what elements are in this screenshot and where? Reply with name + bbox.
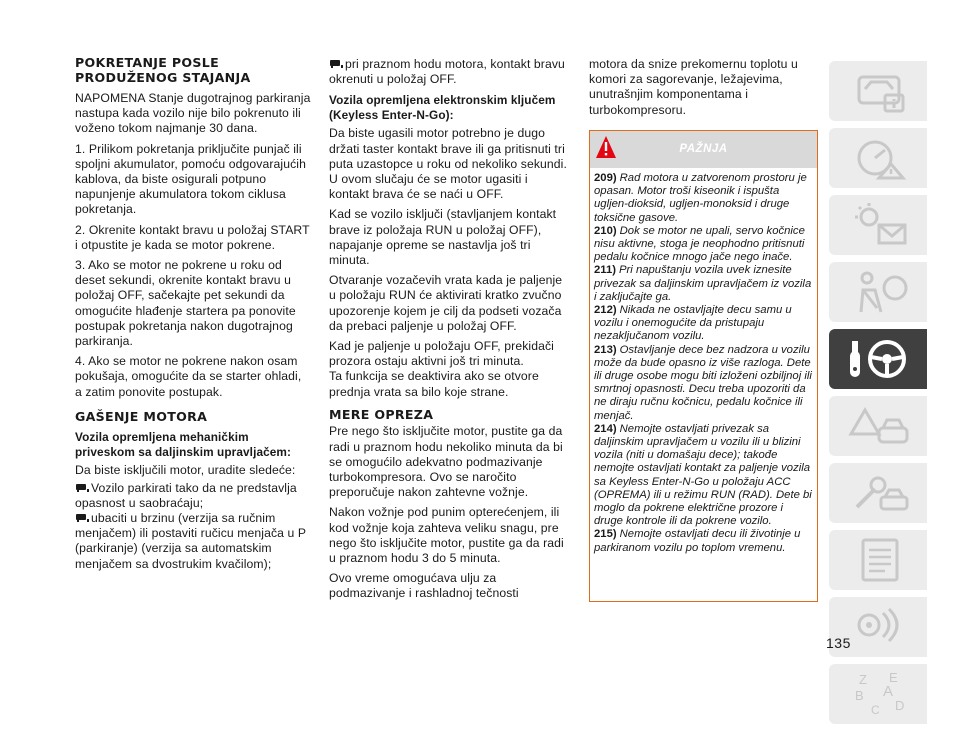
section-title-engine-off: GAŠENJE MOTORA <box>75 408 208 424</box>
index-letter: D <box>895 698 905 713</box>
chapter-tab[interactable] <box>829 195 927 255</box>
multimedia-icon <box>842 603 914 651</box>
warning-item-text: Pri napuštanju vozila uvek iznesite privezak sa daljinskim upravljačem iz vozila i zaključajte ga. <box>594 264 812 303</box>
warning-item-number: 212) <box>594 304 617 317</box>
bullet-item: Vozilo parkirati tako da ne predstavlja opasnost u saobraćaju; <box>75 480 297 510</box>
page-number: 135 <box>826 635 851 651</box>
chapter-tab[interactable] <box>829 530 927 590</box>
warning-item-number: 211) <box>594 264 616 277</box>
index-letter: A <box>883 683 894 700</box>
chapter-tab[interactable] <box>829 262 927 322</box>
car-bullet-icon <box>75 483 88 493</box>
lights-envelope-icon <box>842 201 914 249</box>
car-info-icon <box>842 67 914 115</box>
section-title-precautions: MERE OPREZA <box>329 406 434 422</box>
index-letter: C <box>871 703 880 717</box>
alphabetical-index-icon <box>842 670 914 718</box>
warning-item <box>594 423 812 529</box>
chapter-tabs <box>829 61 927 731</box>
warning-item-text: Rad motora u zatvorenom prostoru je opasan. Motor troši kiseonik i ispušta ugljen-dioksid, ugljen-monoksid i druge toksične gasove. <box>594 172 807 224</box>
step-2: 2. Okrenite kontakt bravu u položaj START i otpustite je kada se motor pokrene. <box>75 222 310 252</box>
index-letter: Z <box>859 672 867 687</box>
warning-item <box>594 225 812 265</box>
chapter-tab[interactable] <box>829 396 927 456</box>
warning-item <box>594 264 812 304</box>
chapter-tab[interactable] <box>829 463 927 523</box>
warning-item-text: Nemojte ostavljati decu ili životinje u parkiranom vozilu po toplom vremenu. <box>594 528 801 554</box>
column-2 <box>329 57 567 607</box>
key-steering-wheel-icon <box>842 335 914 383</box>
paragraph: Ta funkcija se deaktivira ako se otvore prednja vrata sa bilo koje strane. <box>329 369 539 399</box>
chapter-tab[interactable] <box>829 61 927 121</box>
warning-item <box>594 304 812 344</box>
warning-item-text: Nikada ne ostavljajte decu samu u vozilu i onemogućite da pristupaju nezaključanom vozilu. <box>594 304 792 343</box>
warning-item-number: 213) <box>594 343 617 356</box>
paragraph: Kad je paljenje u položaju OFF, prekidači prozora ostaju aktivni još tri minuta. <box>329 339 554 369</box>
step-1: 1. Prilikom pokretanja priključite punjač ili spoljni akumulator, pomoću odgovarajućih kablova, da biste osigurali potpuno napunjenje akumulatora tokom ciklusa pokretanja. <box>75 141 306 217</box>
chapter-tab[interactable] <box>829 329 927 389</box>
dashboard-warning-icon <box>842 134 914 182</box>
warning-item-text: Dok se motor ne upali, servo kočnice nisu aktivne, stoga je neophodno pritisnuti pedalu kočnice mnogo jače nego inače. <box>594 224 805 264</box>
paragraph: Otvaranje vozačevih vrata kada je paljenje u položaju RUN će aktivirati kratko zvučno upozorenje kojem je cilj da podseti vozača da prebaci paljenje u položaj OFF. <box>329 273 563 333</box>
car-bullet-icon <box>75 513 88 523</box>
hazard-car-icon <box>842 402 914 450</box>
warning-body <box>590 168 817 555</box>
warning-box <box>589 130 818 602</box>
index-letter: E <box>889 670 898 685</box>
warning-item-text: Ostavljanje dece bez nadzora u vozilu može da bude opasno iz više razloga. Dete ili druge osobe mogu biti izloženi ozbiljnoj ili smrtnoj opasnosti. Decu treba upozoriti da ne diraju ručnu kočnicu, pedalu kočnice ili menjač. <box>594 343 812 422</box>
warning-item-number: 215) <box>594 528 617 541</box>
wrench-car-icon <box>842 469 914 517</box>
warning-item <box>594 528 812 554</box>
paragraph: Da biste ugasili motor potrebno je dugo držati taster kontakt brave ili ga pritisnuti tri puta uzastopce u roku od nekoliko sekundi. U ovom slučaju će se motor ugasiti i kontakt brava će se naći u OFF. <box>329 126 567 202</box>
column-1 <box>75 56 311 572</box>
chapter-tab[interactable] <box>829 664 927 724</box>
column-3 <box>589 57 818 123</box>
step-4: 4. Ako se motor ne pokrene nakon osam pokušaja, omogućite da se starter ohladi, a zatim ponovite postupak. <box>75 354 302 399</box>
warning-title: PAŽNJA <box>679 143 728 155</box>
subtitle-mechanical-key: Vozila opremljena mehaničkim priveskom sa daljinskim upravljačem: <box>75 430 292 460</box>
warning-item-number: 210) <box>594 224 617 237</box>
warning-item-number: 209) <box>594 172 617 184</box>
warning-item <box>594 172 812 225</box>
paragraph: motora da snize prekomernu toplotu u komori za sagorevanje, ležajevima, unutrašnjim komponentama i turbokompresoru. <box>589 57 798 117</box>
warning-item-text: Nemojte ostavljati privezak sa daljinskim upravljačem u vozilu ili u blizini vozila (niti u domašaju dece); takođe nemojte ostavljati kontakt za paljenje vozila sa Keyless Enter-N-Go u položaju ACC (OPREMA) ili u režimu RUN (RAD). Dete bi moglo da pokrene električne prozore i druge kontrole ili da pokrene vozilo. <box>594 422 812 528</box>
paragraph: Kad se vozilo isključi (stavljanjem kontakt brave iz položaja RUN u položaj OFF), napajanje opreme se nastavlja još tri minuta. <box>329 207 557 268</box>
subtitle-keyless: Vozila opremljena elektronskim ključem (Keyless Enter-N-Go): <box>329 93 556 123</box>
section-title-starting: POKRETANJE POSLE PRODUŽENOG STAJANJA <box>75 55 251 85</box>
warning-item-number: 214) <box>594 422 617 435</box>
warning-header <box>590 131 817 168</box>
paragraph: Nakon vožnje pod punim opterećenjem, ili kod vožnje koja zahteva veliku snagu, pre nego što isključite motor, pustite ga da radi u praznom hodu 3 do 5 minuta. <box>329 505 564 565</box>
step-3: 3. Ako se motor ne pokrene u roku od deset sekundi, okrenite kontakt bravu u položaj OFF, sačekajte pet sekundi da omogućite hlađenje startera pa ponovite postupak pokretanja nakon dugotrajnog parkiranja. <box>75 258 296 349</box>
bullet-item: pri praznom hodu motora, kontakt bravu okrenuti u položaj OFF. <box>329 57 565 87</box>
paragraph: Ovo vreme omogućava ulju za podmazivanje i rashladnoj tečnosti <box>329 571 519 601</box>
index-letter: B <box>855 688 864 703</box>
warning-item <box>594 344 812 423</box>
chapter-tab[interactable] <box>829 128 927 188</box>
paragraph: Pre nego što isključite motor, pustite ga da radi u praznom hodu nekoliko minuta da bi se omogućilo adekvatno podmazivanje turbokompresora. Ovo se naročito preporučuje nakon zahtevne vožnje. <box>329 424 563 500</box>
car-bullet-icon <box>329 59 342 69</box>
note-paragraph: NAPOMENA Stanje dugotrajnog parkiranja nastupa kada vozilo nije bilo pokrenuto ili voženo tokom najmanje 30 dana. <box>75 91 311 136</box>
bullet-item: ubaciti u brzinu (verzija sa ručnim menjačem) ili postaviti ručicu menjača u P (parkiranje) (verzija sa automatskim menjačem sa dvostrukim kvačilom); <box>75 510 306 571</box>
intro-paragraph: Da biste isključili motor, uradite sledeće: <box>75 463 296 478</box>
airbag-seatbelt-icon <box>842 268 914 316</box>
specifications-list-icon <box>842 536 914 584</box>
